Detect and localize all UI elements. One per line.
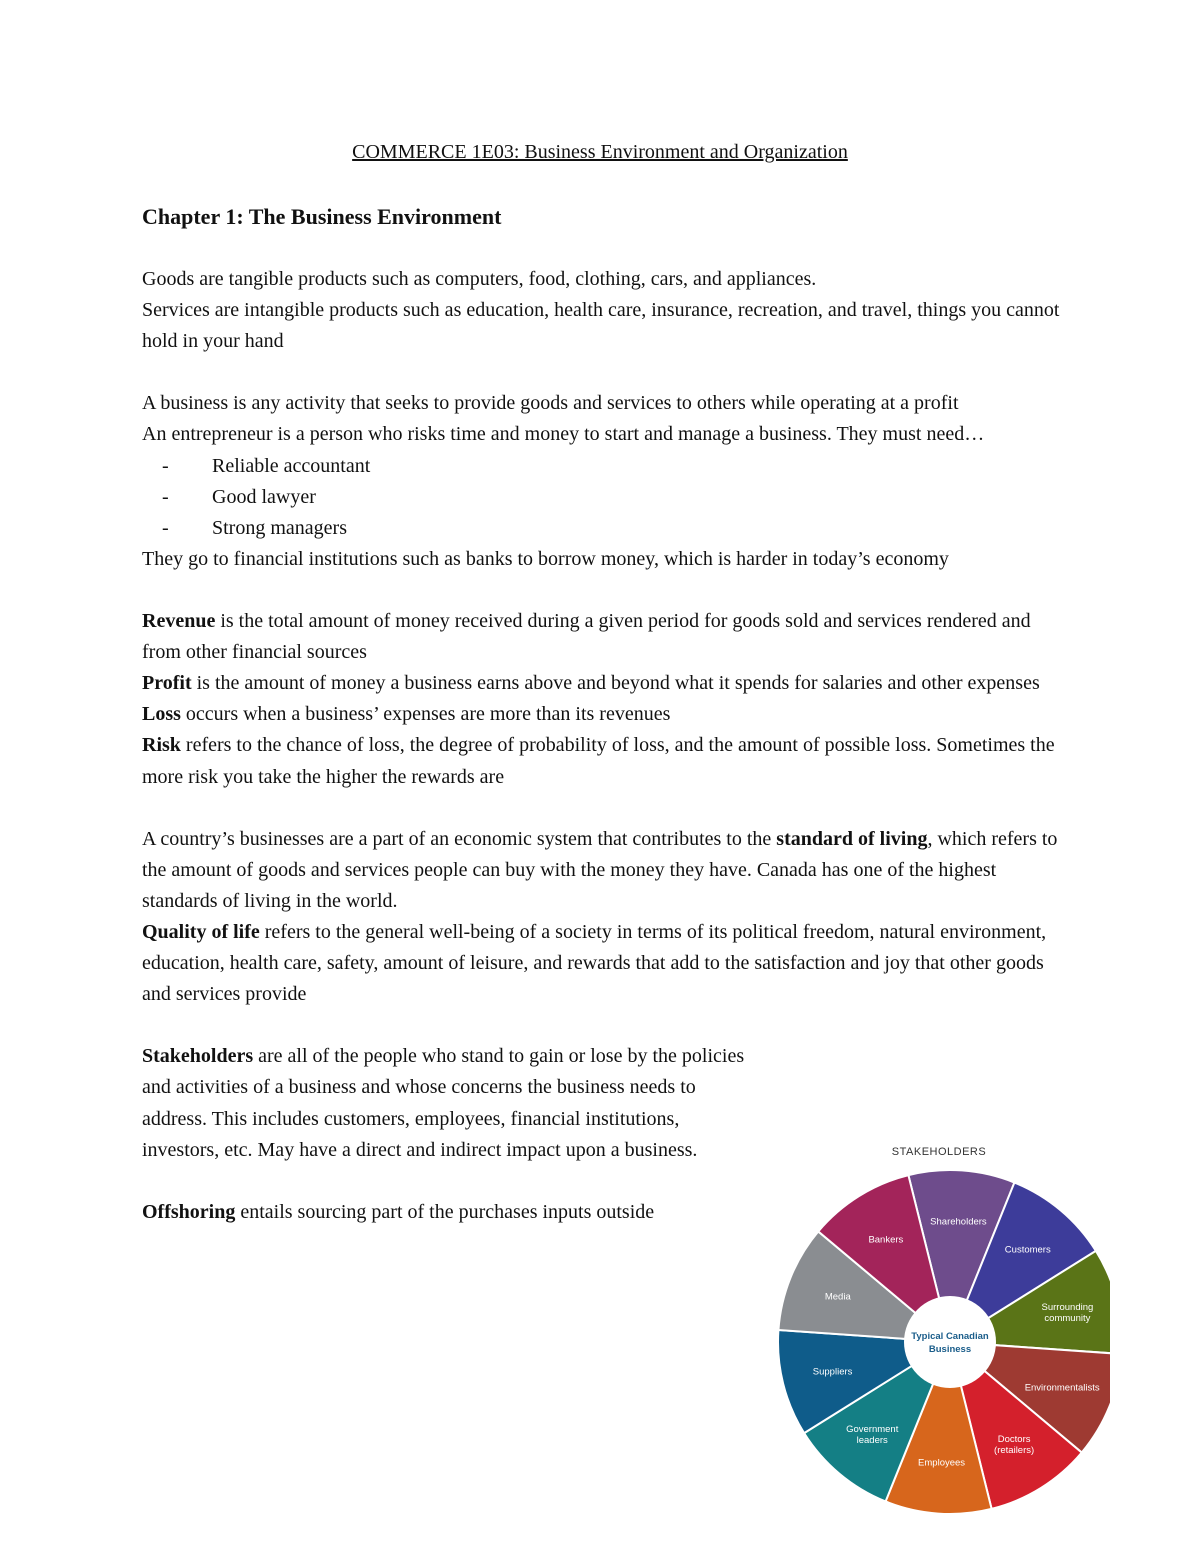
wheel-segment-label: Environmentalists	[1024, 1382, 1100, 1394]
standard-of-living-paragraph: A country’s businesses are a part of an economic system that contributes to the standard of living, which refers to the amount of goods and services people can buy with the money they have. Canada has one of the highest standards of living in the world.	[142, 827, 1058, 912]
stakeholders-paragraph: Stakeholders are all of the people who stand to gain or lose by the policies and activities of a business and whose concerns the business needs to address. This includes customers, employees, financial institutions, investors, etc. May have a direct and indirect impact upon a business.	[142, 1045, 745, 1161]
wheel-center	[904, 1296, 996, 1388]
services-paragraph: Services are intangible products such as education, health care, insurance, recreation, and travel, things you cannot hold in your hand	[142, 299, 1060, 353]
offshoring-paragraph: Offshoring entails sourcing part of the purchases inputs outside	[142, 1200, 655, 1223]
loss-definition: Loss occurs when a business’ expenses are more than its revenues	[142, 703, 671, 726]
profit-definition: Profit is the amount of money a business earns above and beyond what it spends for salaries and other expenses	[142, 672, 1040, 695]
wheel-segment-label: Government leaders	[846, 1424, 899, 1447]
document-title: COMMERCE 1E03: Business Environment and Organization	[352, 141, 848, 163]
business-paragraph: A business is any activity that seeks to provide goods and services to others while operating at a profit	[142, 392, 959, 415]
list-item: - Reliable accountant	[162, 454, 371, 477]
wheel-segment-label: Suppliers	[812, 1366, 853, 1378]
wheel-center-label: Typical Canadian	[911, 1331, 989, 1342]
wheel-segment-label: Bankers	[868, 1234, 904, 1246]
stakeholders-wheel-figure	[768, 1142, 1110, 1540]
financial-paragraph: They go to financial institutions such as banks to borrow money, which is harder in today’s economy	[142, 547, 949, 570]
wheel-segment-label: Shareholders	[930, 1216, 987, 1228]
chapter-heading: Chapter 1: The Business Environment	[142, 204, 502, 229]
wheel-segment-label: Media	[824, 1291, 851, 1303]
entrepreneur-paragraph: An entrepreneur is a person who risks time and money to start and manage a business. They must need…	[142, 423, 985, 446]
wheel-segment-label: Employees	[918, 1457, 966, 1469]
quality-of-life-paragraph: Quality of life refers to the general well-being of a society in terms of its political freedom, natural environment, education, health care, safety, amount of leisure, and rewards that add to the satisfaction and joy that other goods and services provide	[142, 920, 1047, 1006]
wheel-segment-label: Doctors (retailers)	[994, 1434, 1035, 1457]
revenue-definition: Revenue is the total amount of money received during a given period for goods sold and services rendered and from other financial sources	[142, 610, 1031, 664]
list-item: - Good lawyer	[162, 485, 316, 508]
goods-paragraph: Goods are tangible products such as computers, food, clothing, cars, and appliances.	[142, 268, 817, 290]
wheel-segment-label: Surrounding community	[1041, 1302, 1094, 1325]
risk-definition: Risk refers to the chance of loss, the degree of probability of loss, and the amount of possible loss. Sometimes the more risk you take the higher the rewards are	[142, 734, 1055, 788]
wheel-center-label: Business	[928, 1344, 972, 1355]
stakeholders-wheel	[768, 1142, 1110, 1540]
document-body	[142, 264, 1072, 1228]
wheel-segment-label: Customers	[1004, 1244, 1051, 1256]
wheel-title: STAKEHOLDERS	[891, 1146, 987, 1158]
list-item: - Strong managers	[162, 516, 347, 539]
